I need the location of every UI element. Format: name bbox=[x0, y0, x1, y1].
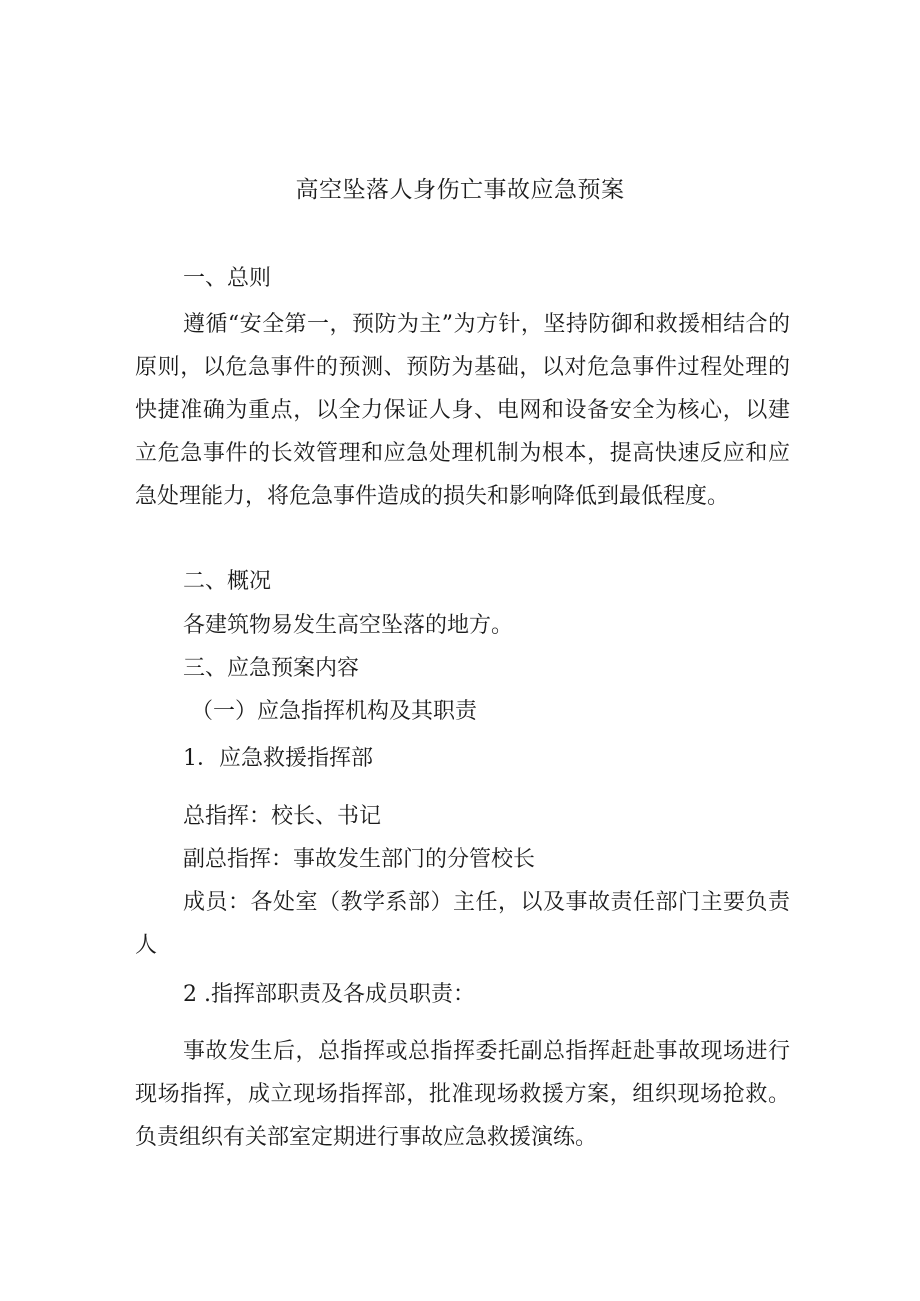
section-heading-general: 一、总则 bbox=[183, 266, 272, 291]
general-paragraph: 遵循“安全第一，预防为主”为方针，坚持防御和救援相结合的原则，以危急事件的预测、预防为基础，以对危急事件过程处理的快捷准确为重点，以全力保证人身、电网和设备安全为核心，以建立危急事件的长效管理和应急处理机制为根本，提高快速反应和应急处理能力，将危急事件造成的损失和影响降低到最低程度。 bbox=[135, 312, 790, 509]
document-title: 高空坠落人身伤亡事故应急预案 bbox=[295, 177, 625, 203]
item-heading-rescue-command: 1．应急救援指挥部 bbox=[183, 746, 373, 771]
section-heading-overview: 二、概况 bbox=[183, 569, 272, 594]
item-heading-duties: 2 .指挥部职责及各成员职责： bbox=[183, 982, 475, 1007]
members-paragraph: 成员：各处室（教学系部）主任，以及事故责任部门主要负责人 bbox=[135, 890, 790, 958]
duties-paragraph: 事故发生后，总指挥或总指挥委托副总指挥赶赴事故现场进行现场指挥，成立现场指挥部，批准现场救援方案，组织现场抢救。负责组织有关部室定期进行事故应急救援演练。 bbox=[135, 1039, 790, 1150]
commander-line: 总指挥：校长、书记 bbox=[183, 804, 382, 829]
deputy-commander-line: 副总指挥：事故发生部门的分管校长 bbox=[183, 847, 536, 872]
section-heading-plan-content: 三、应急预案内容 bbox=[183, 656, 360, 681]
subsection-heading-command-structure: （一）应急指挥机构及其职责 bbox=[191, 699, 478, 724]
overview-paragraph: 各建筑物易发生高空坠落的地方。 bbox=[183, 613, 514, 638]
